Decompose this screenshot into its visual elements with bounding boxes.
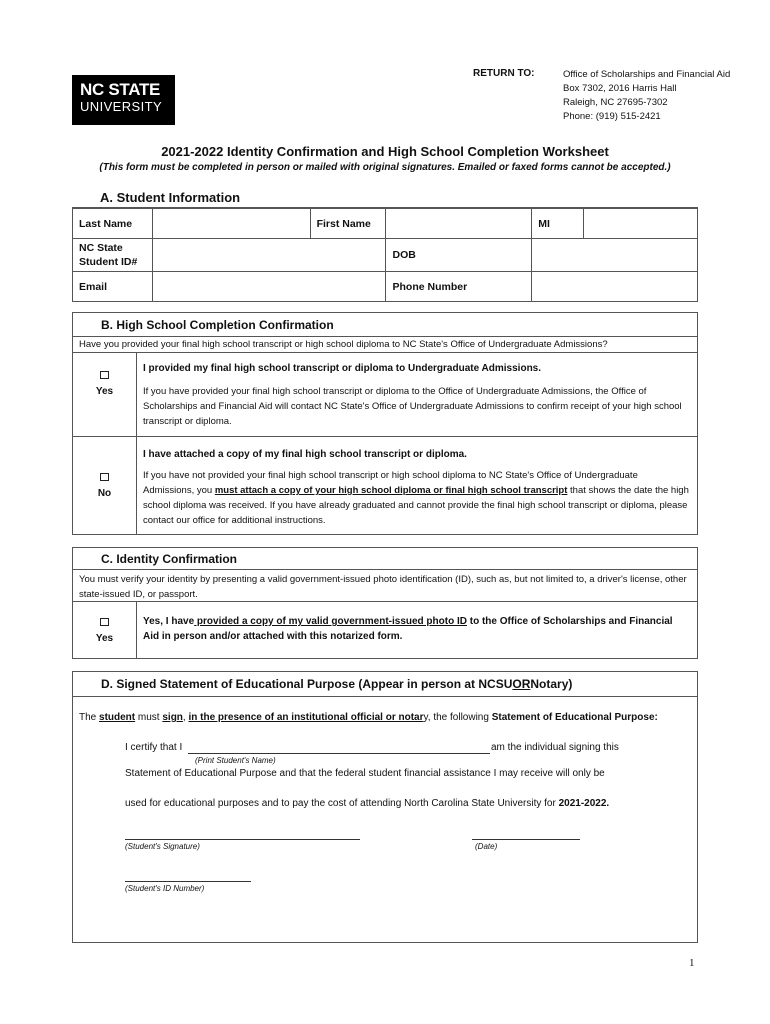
section-a-heading: A. Student Information — [100, 190, 241, 205]
date-line[interactable] — [472, 839, 580, 840]
form-subtitle: (This form must be completed in person or mailed with original signatures. Emailed or faxed forms cannot be accepted.) — [99, 162, 671, 173]
first-name-field[interactable] — [386, 209, 532, 239]
section-b-yes-row — [73, 353, 697, 437]
yes-content — [137, 353, 697, 436]
certify-prefix: I certify that I — [125, 742, 183, 753]
return-to-label: RETURN TO: — [473, 68, 535, 79]
no-option — [73, 437, 137, 534]
address-line: Box 7302, 2016 Harris Hall — [563, 83, 677, 94]
id-yes-text: Yes, I have provided a copy of my valid government-issued photo ID to the Office of Scholarships and Financial Aid in person and/or attached with this notarized form. — [143, 616, 673, 642]
signature-line[interactable] — [125, 839, 360, 840]
no-title: I have attached a copy of my final high school transcript or diploma. — [143, 449, 467, 460]
yes-title: I provided my final high school transcript or diploma to Undergraduate Admissions. — [143, 363, 542, 374]
logo-line2: UNIVERSITY — [80, 99, 163, 114]
id-yes-option — [73, 602, 137, 658]
logo-line1: NC STATE — [80, 80, 161, 99]
student-info-table — [72, 208, 698, 302]
section-d-heading: D. Signed Statement of Educational Purpose (Appear in person at NCSU OR Notary) — [73, 672, 697, 697]
statement-line-1: Statement of Educational Purpose and that the federal student financial assistance I may receive will only be — [125, 768, 605, 779]
email-field[interactable] — [152, 272, 386, 302]
student-id-number-label: (Student's ID Number) — [125, 884, 205, 893]
yes-text: If you have provided your final high school transcript or diploma to the Office of Undergraduate Admissions, the Office of Scholarships and Financial Aid will contact NC State's Office of Undergraduate Admissions to confirm receipt of your high school transcript or diploma. — [143, 386, 682, 427]
section-a-rule — [72, 190, 698, 208]
return-address — [563, 68, 743, 124]
address-line: Raleigh, NC 27695-7302 — [563, 97, 668, 108]
nc-state-logo — [72, 75, 175, 125]
section-c-intro: You must verify your identity by presenting a valid government-issued photo identification (ID), such as, but not limited to, a driver's license, other state-issued ID, or passport. — [73, 570, 697, 602]
certify-suffix: am the individual signing this — [491, 742, 619, 753]
section-b-question: Have you provided your final high school transcript or high school diploma to NC State's Office of Undergraduate Admissions? — [73, 337, 697, 353]
student-id-field[interactable] — [152, 239, 386, 272]
student-id-label: NC State Student ID# — [73, 239, 153, 272]
date-label: (Date) — [475, 842, 498, 851]
section-c-yes-row — [73, 602, 697, 658]
section-d-intro: The student must sign, in the presence of an institutional official or notary, the following Statement of Educational Purpose: — [79, 712, 658, 723]
id-yes-label: Yes — [95, 633, 114, 644]
no-label: No — [97, 488, 112, 499]
no-content — [137, 437, 697, 534]
phone-label: Phone Number — [386, 272, 532, 302]
no-checkbox[interactable] — [100, 473, 109, 481]
last-name-label: Last Name — [73, 209, 153, 239]
signature-label: (Student's Signature) — [125, 842, 200, 851]
page-number: 1 — [689, 957, 695, 969]
dob-field[interactable] — [532, 239, 698, 272]
address-line: Phone: (919) 515-2421 — [563, 111, 661, 122]
email-label: Email — [73, 272, 153, 302]
yes-option — [73, 353, 137, 436]
section-c-box — [72, 547, 698, 659]
address-line: Office of Scholarships and Financial Aid — [563, 69, 731, 80]
section-b-heading: B. High School Completion Confirmation — [73, 313, 697, 337]
section-b-no-row — [73, 437, 697, 534]
mi-field[interactable] — [584, 209, 698, 239]
print-name-line[interactable] — [188, 753, 490, 754]
yes-checkbox[interactable] — [100, 371, 109, 379]
mi-label: MI — [532, 209, 584, 239]
dob-label: DOB — [386, 239, 532, 272]
statement-line-2: used for educational purposes and to pay the cost of attending North Carolina State University for 2021-2022. — [125, 798, 610, 809]
last-name-field[interactable] — [152, 209, 310, 239]
section-c-heading: C. Identity Confirmation — [73, 548, 697, 570]
student-id-line[interactable] — [125, 881, 251, 882]
no-text: If you have not provided your final high school transcript or high school diploma to NC State's Office of Undergraduate Admissions, you must attach a copy of your high school diploma or final high school transcript that shows the date the high school diploma was received. If you have already graduated and cannot provide the final high school transcript or diploma, please contact our office for additional instructions. — [143, 470, 689, 526]
first-name-label: First Name — [310, 209, 386, 239]
form-title: 2021-2022 Identity Confirmation and High School Completion Worksheet — [161, 144, 609, 159]
print-name-label: (Print Student's Name) — [195, 756, 276, 765]
phone-field[interactable] — [532, 272, 698, 302]
section-b-box — [72, 312, 698, 535]
id-yes-checkbox[interactable] — [100, 618, 109, 626]
no-text-emphasis: must attach a copy of your high school diploma or final high school transcript — [214, 485, 568, 496]
yes-label: Yes — [95, 386, 114, 397]
